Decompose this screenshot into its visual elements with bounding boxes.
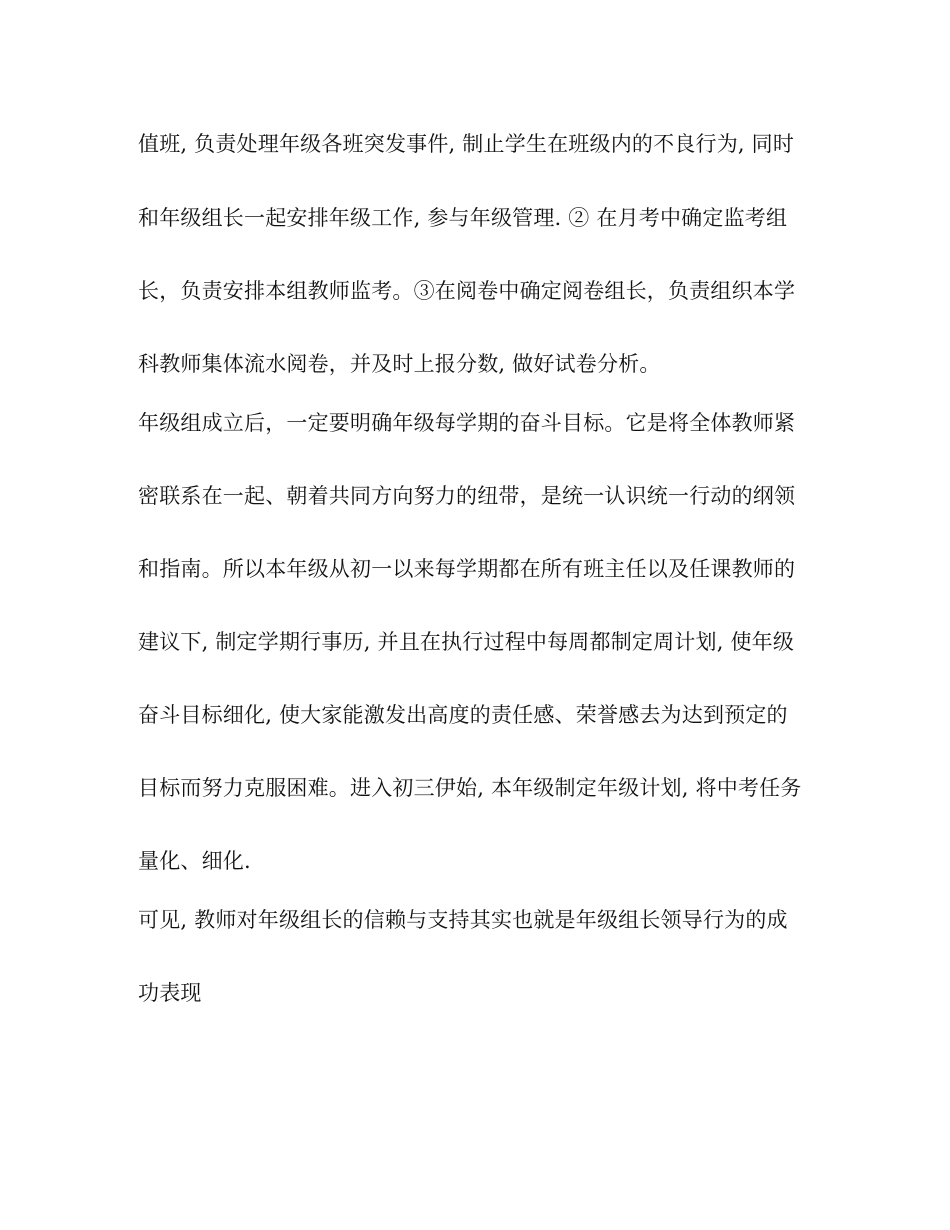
paragraph-1-line-3: 长，负责安排本组教师监考。③在阅卷中确定阅卷组长，负责组织本学 — [138, 279, 796, 303]
paragraph-2-line-1: 年级组成立后，一定要明确年级每学期的奋斗目标。它是将全体教师紧 — [138, 411, 796, 435]
paragraph-3-line-2: 功表现 — [138, 981, 202, 1005]
paragraph-2-line-4: 建议下, 制定学期行事历, 并且在执行过程中每周都制定周计划, 使年级 — [138, 630, 795, 654]
paragraph-2-line-6: 目标而努力克服困难。进入初三伊始, 本年级制定年级计划, 将中考任务 — [138, 776, 802, 800]
paragraph-2-line-3: 和指南。所以本年级从初一以来每学期都在所有班主任以及任课教师的 — [138, 557, 796, 581]
paragraph-3-line-1: 可见, 教师对年级组长的信赖与支持其实也就是年级组长领导行为的成 — [138, 908, 788, 932]
paragraph-1-line-2: 和年级组长一起安排年级工作, 参与年级管理. ② 在月考中确定监考组 — [138, 206, 788, 230]
paragraph-2-line-5: 奋斗目标细化, 使大家能激发出高度的责任感、荣誉感去为达到预定的 — [138, 703, 788, 727]
paragraph-1-line-4: 科教师集体流水阅卷，并及时上报分数, 做好试卷分析。 — [138, 352, 661, 376]
paragraph-2-line-2: 密联系在一起、朝着共同方向努力的纽带，是统一认识统一行动的纲领 — [138, 484, 796, 508]
paragraph-1-line-1: 值班, 负责处理年级各班突发事件, 制止学生在班级内的不良行为, 同时 — [138, 132, 795, 156]
paragraph-2-line-7: 量化、细化. — [138, 849, 251, 873]
